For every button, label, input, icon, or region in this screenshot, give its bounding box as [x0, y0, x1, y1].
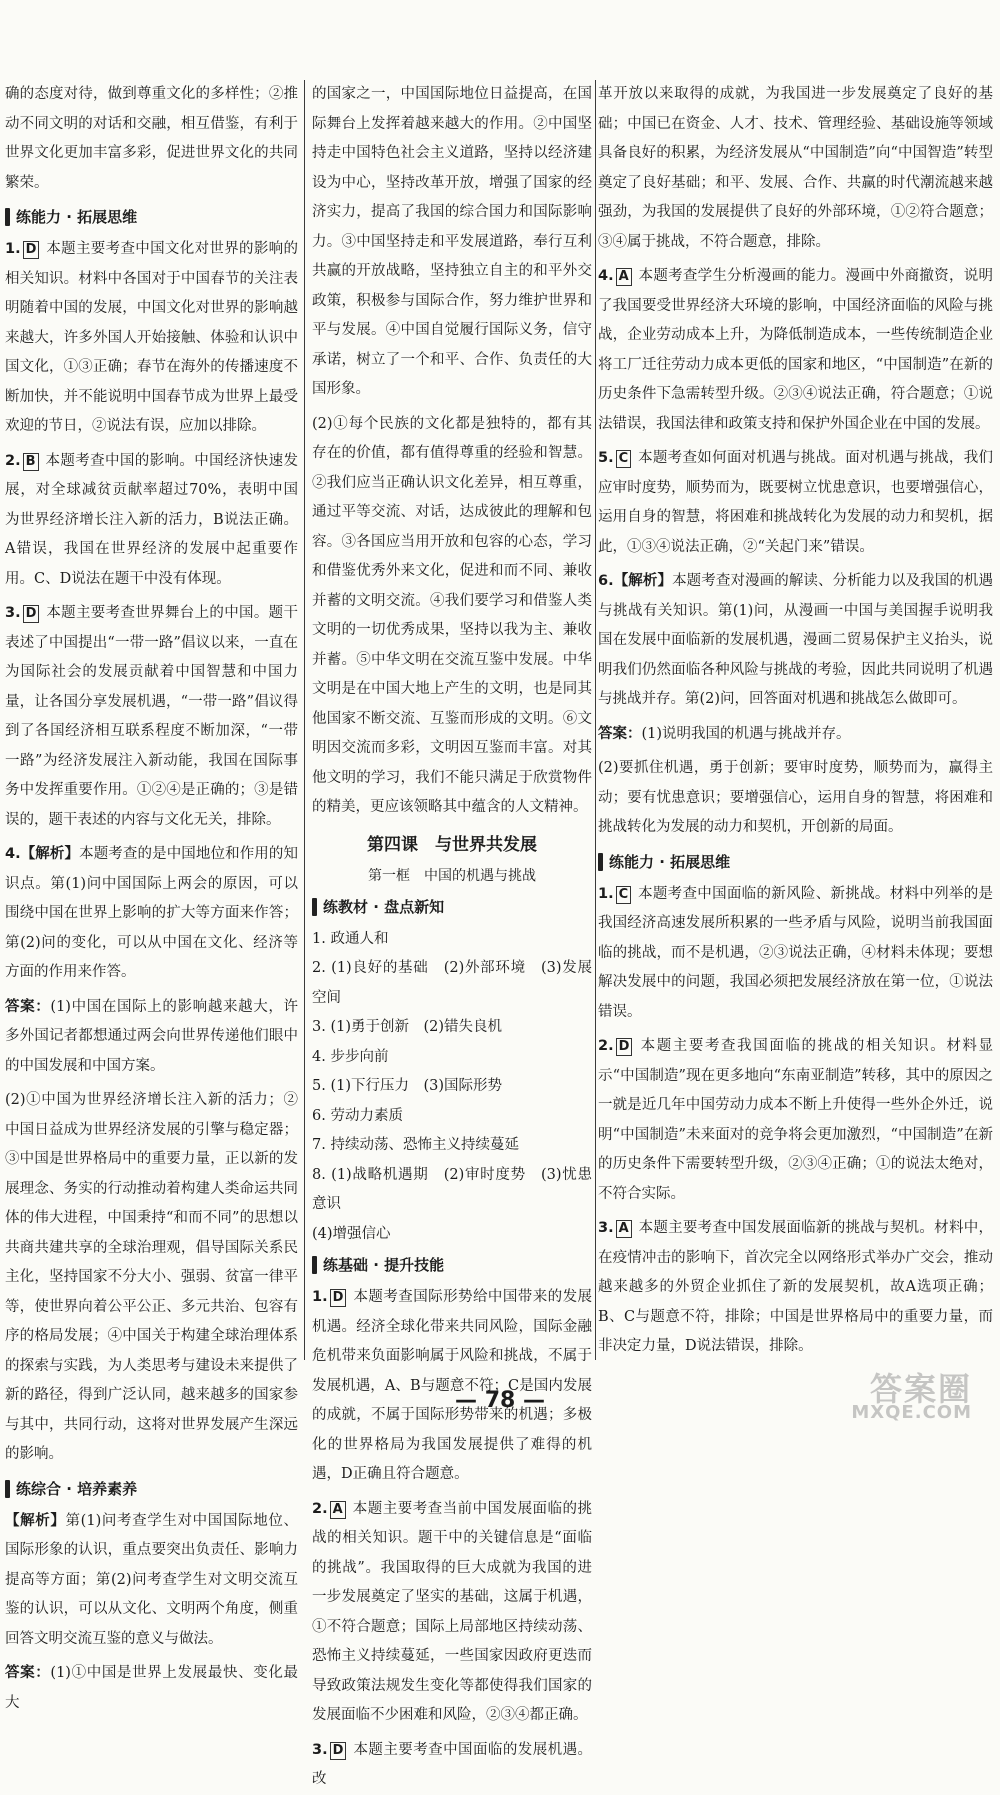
paragraph: 革开放以来取得的成就，为我国进一步发展奠定了良好的基础；中国已在资金、人才、技术、管理经验、基础设施等领域具备良好的积累，为经济发展从“中国制造”向“中国智造”转型奠定了良好基础；和平、发展、合作、共赢的时代潮流越来越强劲，为我国的发展提供了良好的外部环境，①②符合题意；③④属于挑战，不符合题意，排除。	[598, 86, 993, 250]
heading-bar-icon	[5, 208, 10, 226]
question-item: 2. A 本题主要考查当前中国发展面临的挑战的相关知识。题干中的关键信息是“面临的挑战”。我国取得的巨大成就为我国的进一步发展奠定了坚实的基础，这属于机遇，①不符合题意；国际上局部地区持续动荡、恐怖主义持续蔓延，一些国家因政府更迭而导致政策法规发生变化等都使得我们国家的发展面临不少困难和风险，②③④都正确。	[312, 1500, 593, 1723]
section-heading: 练基础 · 提升技能	[312, 1251, 592, 1279]
column-left	[5, 80, 299, 1711]
question-item: 1. C 本题考查中国面临的新风险、新挑战。材料中列举的是我国经济高速发展所积累的一些矛盾与风险，说明当前我国面临的挑战，而不是机遇，②③说法正确，④材料未体现；要想解决发展中的问题，我国必须把发展经济放在第一位，①说法错误。	[598, 885, 994, 1020]
list-item: 8. (1)战略机遇期 (2)审时度势 (3)忧患意识	[312, 1166, 592, 1212]
list-item: (4)增强信心	[312, 1225, 391, 1242]
answer-badge: D	[330, 1742, 347, 1760]
question-item: 4.【解析】本题考查的是中国地位和作用的知识点。第(1)问中国国际上两会的原因，可以围绕中国在世界上影响的扩大等方面来作答；第(2)问的变化，可以从中国在文化、经济等方面的作用来作答。	[5, 846, 299, 980]
list-item: 3. (1)勇于创新 (2)错失良机	[312, 1019, 503, 1035]
answer-paragraph: 答案：(1)中国在国际上的影响越来越大，许多外国记者都想通过两会向世界传递他们眼中的中国发展和中国方案。	[5, 998, 299, 1074]
question-item: 1. D 本题考查国际形势给中国带来的发展机遇。经济全球化带来共同风险，国际金融危机带来负面影响属于风险和挑战，不属于发展机遇，A、B与题意不符；C是国内发展的成就，不属于国际形势带来的机遇；多极化的世界格局为我国发展提供了难得的机遇，D正确且符合题意。	[312, 1289, 592, 1482]
answer-badge: D	[23, 605, 40, 623]
question-item: 2. D 本题主要考查我国面临的挑战的相关知识。材料显示“中国制造”现在更多地向“东南亚制造”转移，其中的原因之一就是近几年中国劳动力成本不断上升使得一些外企外迁，说明“中国制造”未来面对的竞争将会更加激烈，“中国制造”在新的历史条件下需要转型升级，②③④正确；①的说法太绝对，不符合实际。	[598, 1038, 994, 1202]
answer-paragraph: 答案：(1)①中国是世界上发展最快、变化最大	[5, 1665, 299, 1711]
column-right	[598, 80, 993, 1365]
question-item: 3. D 本题主要考查中国面临的发展机遇。改	[312, 1741, 592, 1787]
section-heading: 练能力 · 拓展思维	[598, 848, 993, 876]
answer-badge: D	[616, 1038, 633, 1056]
question-item: 6.【解析】本题考查对漫画的解读、分析能力以及我国的机遇与挑战有关知识。第(1)问，从漫画一中国与美国握手说明我国在发展中面临新的发展机遇，漫画二贸易保护主义抬头，说明我们仍然面临各种风险与挑战的考验，因此共同说明了机遇与挑战并存。第(2)问，回答面对机遇和挑战怎么做即可。	[598, 573, 994, 707]
watermark-logo: 答案圈 MXQE.COM	[851, 1370, 972, 1423]
answer-badge: C	[616, 450, 632, 468]
question-item: 2. B 本题考查中国的影响。中国经济快速发展，对全球减贫贡献率超过70%，表明中国为世界经济增长注入新的活力，B说法正确。A错误，我国在世界经济的发展中起重要作用。C、D说法在题干中没有体现。	[5, 452, 298, 587]
column-divider	[595, 80, 596, 1360]
question-item: 5. C 本题考查如何面对机遇与挑战。面对机遇与挑战，我们应审时度势，顺势而为，既要树立忧患意识，也要增强信心，运用自身的智慧，将困难和挑战转化为发展的动力和契机，据此，①③④说法正确，②“关起门来”错误。	[598, 450, 994, 555]
list-item: 4. 步步向前	[312, 1048, 389, 1065]
analysis-paragraph: 【解析】第(1)问考查学生对中国国际地位、国际形象的认识，重点要突出负责任、影响力提高等方面；第(2)问考查学生对文明交流互鉴的认识，可以从文化、文明两个角度，侧重回答文明交流互鉴的意义与做法。	[5, 1512, 298, 1647]
heading-bar-icon	[312, 1256, 317, 1274]
question-item: 4. A 本题考查学生分析漫画的能力。漫画中外商撤资，说明了我国要受世界经济大环境的影响，中国经济面临的风险与挑战，企业劳动成本上升，为降低制造成本，一些传统制造企业将工厂迁往劳动力成本更低的国家和地区，“中国制造”在新的历史条件下急需转型升级。②③④说法正确，符合题意；①说法错误，我国法律和政策支持和保护外国企业在中国的发展。	[598, 268, 993, 432]
paragraph: 的国家之一，中国国际地位日益提高，在国际舞台上发挥着越来越大的作用。②中国坚持走中国特色社会主义道路，坚持以经济建设为中心，坚持改革开放，增强了国家的经济实力，提高了我国的综合国力和国际影响力。③中国坚持走和平发展道路，奉行互利共赢的开放战略，坚持独立自主的和平外交政策，积极参与国际合作，努力维护世界和平与发展。④中国自觉履行国际义务，信守承诺，树立了一个和平、合作、负责任的大国形象。	[312, 86, 592, 397]
answer-paragraph: (2)①中国为世界经济增长注入新的活力；②中国日益成为世界经济发展的引擎与稳定器；③中国是世界格局中的重要力量，正以新的发展理念、务实的行动推动着构建人类命运共同体的伟大进程，中国秉持“和而不同”的思想以共商共建共享的全球治理观，倡导国际关系民主化，坚持国家不分大小、强弱、贫富一律平等，使世界向着公平公正、多元共治、包容有序的格局发展；④中国关于构建全球治理体系的探索与实践，为人类思考与建设未来提供了新的路径，得到广泛认同，越来越多的国家参与其中，共同行动，这将对世界发展产生深远的影响。	[5, 1092, 298, 1462]
answer-badge: A	[616, 268, 632, 286]
question-item: 1. D 本题主要考查中国文化对世界的影响的相关知识。材料中各国对于中国春节的关注表明随着中国的发展，中国文化对世界的影响越来越大，许多外国人开始接触、体验和认识中国文化，①③正确；春节在海外的传播速度不断加快，并不能说明中国春节成为世界上最受欢迎的节日，②说法有误，应加以排除。	[5, 241, 299, 434]
list-item: 6. 劳动力素质	[312, 1107, 403, 1124]
section-heading: 练能力 · 拓展思维	[5, 203, 298, 231]
heading-bar-icon	[312, 898, 317, 916]
column-divider	[304, 80, 305, 1360]
question-item: 3. A 本题主要考查中国发展面临新的挑战与契机。材料中，在疫情冲击的影响下，首次完全以网络形式举办广交会，推动越来越多的外贸企业抓住了新的发展契机，故A选项正确；B、C与题意不符，排除；中国是世界格局中的重要力量，而非决定力量，D说法错误，排除。	[598, 1220, 993, 1354]
answer-list	[312, 925, 592, 1250]
section-title: 第一框 中国的机遇与挑战	[368, 867, 536, 884]
list-item: 5. (1)下行压力 (3)国际形势	[312, 1078, 503, 1094]
answer-badge: B	[23, 453, 39, 471]
list-item: 1. 政通人和	[312, 930, 389, 947]
answer-badge: C	[616, 886, 632, 904]
section-heading: 练综合 · 培养素养	[5, 1475, 298, 1503]
answer-paragraph: 答案：(1)说明我国的机遇与挑战并存。	[598, 725, 851, 742]
answer-badge: D	[330, 1289, 347, 1307]
section-heading: 练教材 · 盘点新知	[312, 893, 592, 921]
list-item: 7. 持续动荡、恐怖主义持续蔓延	[312, 1137, 519, 1153]
answer-badge: D	[23, 241, 40, 259]
page-number: — 78 —	[455, 1388, 545, 1413]
question-item: 3. D 本题主要考查世界舞台上的中国。题干表述了中国提出“一带一路”倡议以来，一直在为国际社会的发展贡献着中国智慧和中国力量，让各国分享发展机遇，“一带一路”倡议得到了各国经济相互联系程度不断加深，“一带一路”为经济发展注入新动能，我国在国际事务中发挥重要作用。①②④是正确的；③是错误的，题干表述的内容与文化无关，排除。	[5, 605, 299, 828]
lesson-title: 第四课 与世界共发展	[367, 834, 537, 855]
heading-bar-icon	[598, 853, 603, 871]
heading-bar-icon	[5, 1480, 10, 1498]
paragraph: 确的态度对待，做到尊重文化的多样性；②推动不同文明的对话和交融，相互借鉴，有利于世界文化更加丰富多彩，促进世界文化的共同繁荣。	[5, 86, 298, 191]
list-item: 2. (1)良好的基础 (2)外部环境 (3)发展空间	[312, 960, 592, 1006]
answer-badge: A	[616, 1220, 632, 1238]
paragraph: (2)①每个民族的文化都是独特的，都有其存在的价值，都有值得尊重的经验和智慧。②我们应当正确认识文化差异，相互尊重，通过平等交流、对话，达成彼此的理解和包容。③各国应当用开放和包容的心态，学习和借鉴优秀外来文化，促进和而不同、兼收并蓄的文明交流。④我们要学习和借鉴人类文明的一切优秀成果，坚持以我为主、兼收并蓄。⑤中华文明在交流互鉴中发展。中华文明是在中国大地上产生的文明，也是同其他国家不断交流、互鉴而形成的文明。⑥文明因交流而多彩，文明因互鉴而丰富。对其他文明的学习，我们不能只满足于欣赏物件的精美，更应该领略其中蕴含的人文精神。	[312, 415, 592, 815]
answer-badge: A	[330, 1501, 346, 1519]
answer-paragraph: (2)要抓住机遇，勇于创新；要审时度势，顺势而为，赢得主动；要有忧患意识；要增强信心，运用自身的智慧，将困难和挑战转化为发展的动力和契机，开创新的局面。	[598, 760, 993, 835]
